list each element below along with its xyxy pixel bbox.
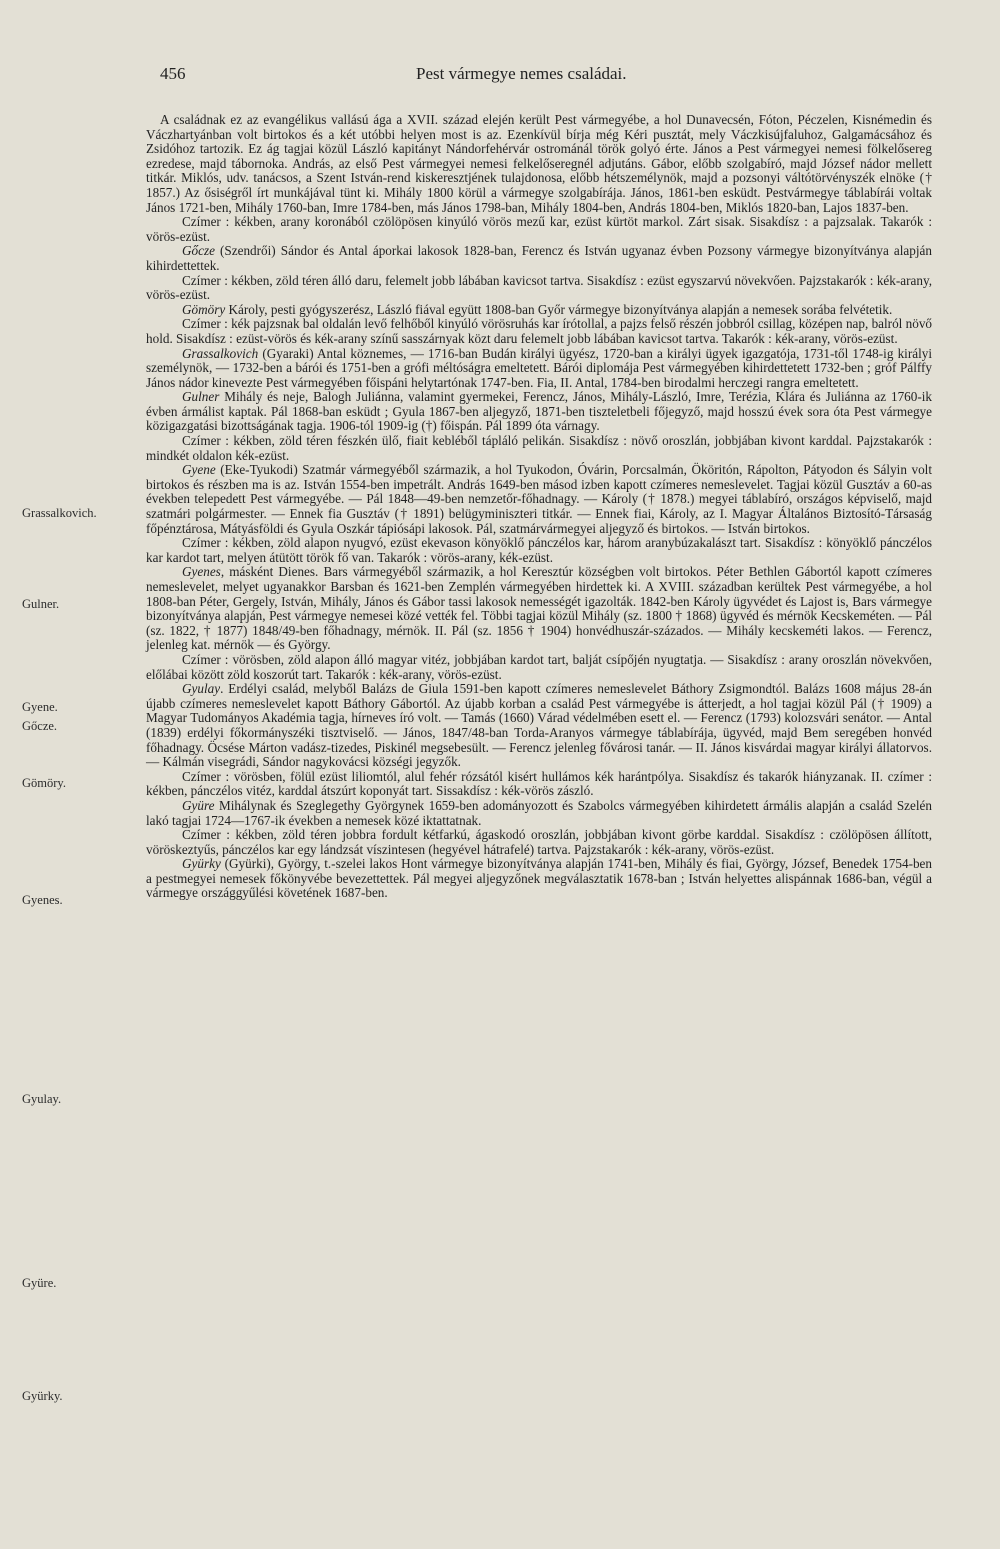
entry-name: Gyulay xyxy=(182,681,221,697)
margin-name: Gyene. xyxy=(22,700,58,714)
paragraph xyxy=(146,799,932,828)
paragraph xyxy=(146,215,932,244)
entry-text: Czímer : kékben, arany koronából czölöpösen kinyúló vörös mezű kar, ezüst kürtöt markol. Zárt sisak. Sisakdísz : a pajzsalak. Takarók : vörös-ezüst. xyxy=(146,214,932,244)
entry-text: Czímer : kékben, zöld téren jobbra fordult kétfarkú, ágaskodó oroszlán, jobbjában kivont görbe karddal. Sisakdísz : czölöpösen állított, vöröskeztyűs, pánczélos kar egy lándzsát víszintesen (hegyével hátrafelé) tartva. Pajzstakarók : kék-arany, vörös-ezüst. xyxy=(146,827,932,857)
paragraph xyxy=(146,463,932,536)
margin-name: Grassalkovich. xyxy=(22,506,97,520)
entry-text: Mihálynak és Szeglegethy Györgynek 1659-ben adományozott és Szabolcs vármegyében kihirdetett ármális alapján a család Szelén lakó tagjai 1724—1767-ik években a nemesek közé iktattatnak. xyxy=(146,797,932,828)
entry-text: Czímer : kékben, zöld alapon nyugvó, ezüst ekevason könyöklő pánczélos kar, három aranybúzakalászt tart. Sisakdísz : könyöklő pánczélos kar kardot tart, melyen átütött török fő van. Takarók : vörös-arany, kék-ezüst. xyxy=(146,535,932,565)
entry-text: (Gyaraki) Antal köznemes, — 1716-ban Budán királyi ügyész, 1720-ban a királyi ügyek igazgatója, 1731-től 1748-ig királyi személynök, — 1732-ben a bárói és 1751-ben a grófi méltóságra emeltetett. Bárói diplomája Pest vármegyében kihirdettetett 1732-ben ; gróf Pálffy János nádor kinevezte Pest vármegyében főispáni helytartónak 1747-ben. Fia, II. Antal, 1784-ben birodalmi herczegi rangra emeltetett. xyxy=(146,345,932,390)
entry-text: Károly, pesti gyógyszerész, László fiával együtt 1808-ban Győr vármegye bizonyítványa alapján a nemesek sorába felvétetik. xyxy=(228,301,893,317)
body-text xyxy=(146,113,932,901)
paragraph xyxy=(146,317,932,346)
entry-text: , másként Dienes. Bars vármegyéből származik, a hol Keresztúr községben volt birtokos. Péter Bethlen Gábortól kapott czímeres nemeslevelet, melyet ugyanakkor Barsban és 1621-ben Zemplén vármegyében hirdettek ki. A XVIII. században kerültek Pest vármegyébe, a hol 1808-ban Péter, Gergely, István, Mihály, János és Gábor tassi lakosok nemességét igazolták. 1842-ben Károly ügyvédet és Lajost is, Bars vármegye bizonyítványa alapján, Pest vármegye nemesei közé vették fel. Többi tagjai közül Mihály (sz. 1800 † 1868) ügyvéd és mérnök Kecskeméten. — Pál (sz. 1822, † 1877) 1848/49-ben főhadnagy, mérnök. II. Pál (sz. 1856 † 1904) honvédhuszár-százados. — Mihály kecskeméti lakos. — Ferencz, jelenleg kat. mérnök — és György. xyxy=(146,564,932,653)
margin-name: Gyürky. xyxy=(22,1389,63,1403)
page-title: Pest vármegye nemes családai. xyxy=(416,64,627,83)
paragraph xyxy=(146,303,932,318)
paragraph xyxy=(146,244,932,273)
paragraph xyxy=(146,682,932,770)
entry-text: Mihály és neje, Balogh Juliánna, valamint gyermekei, Ferencz, János, Mihály-László, Imre, Terézia, Klára és Juliánna az 1760-ik évben ármálist kaptak. Pál 1868-ban esküdt ; Gyula 1867-ben aljegyző, 1871-ben tiszteletbeli főjegyző, majd hosszú évek sora óta Pest vármegye közigazgatási bizottságának tagja. 1906-tól 1909-ig (†) főispán. Pál 1899 óta várnagy. xyxy=(146,389,933,434)
paragraph xyxy=(146,857,932,901)
entry-name: Gyenes xyxy=(182,564,221,580)
entry-text: (Szendrői) Sándor és Antal áporkai lakosok 1828-ban, Ferencz és István ugyanaz évben Pozsony vármegye bizonyítványa alapján kihirdettettek. xyxy=(146,243,932,273)
margin-name: Gömöry. xyxy=(22,776,66,790)
margin-name: Gulner. xyxy=(22,597,60,611)
margin-name: Gyüre. xyxy=(22,1276,57,1290)
entry-name: Gőcze xyxy=(182,243,215,259)
entry-text: Czímer : kék pajzsnak bal oldalán levő felhőből kinyúló vörösruhás kar írótollal, a pajzs felső részén jobbról csillag, középen nap, balról növő hold. Sisakdísz : ezüst-vörös és kék-arany színű sasszárnyak közt daru felemelt jobb lábában kavicsot tartva. Takarók : kék-arany, vörös-ezüst. xyxy=(146,316,933,346)
entry-text: Czímer : kékben, zöld téren fészkén ülő, fiait kebléből tápláló pelikán. Sisakdísz : növő oroszlán, jobbjában kivont karddal. Pajzstakarók : mindkét oldalon kék-ezüst. xyxy=(146,433,932,463)
entry-text: . Erdélyi család, melyből Balázs de Giula 1591-ben kapott czímeres nemeslevelet Báthory Zsigmondtól. Balázs 1608 május 28-án újabb czímeres nemeslevelet kapott Báthory Gábortól. Az újabb korban a család Pest vármegyébe is átterjedt, a hol tagjai közül Pál († 1909) a Magyar Tudományos Akadémia tagja, hírneves író volt. — Tamás (1660) Várad védelmében esett el. — Ferencz (1793) kolozsvári senátor. — Antal (1839) erdélyi főkormányszéki tisztviselő. — János, 1847/48-ban Torda-Aranyos vármegye táblabírája, ügyvéd, majd Bem seregében honvéd főhadnagy. Öcsése Márton vadász-tizedes, Piskinél megsebesült. — Ferencz jelenleg fővárosi tanár. — II. János kisvárdai magyar királyi állatorvos. — Kálmán visegrádi, Sándor nagykovácsi községi jegyzők. xyxy=(146,681,932,770)
paragraph xyxy=(146,113,932,215)
entry-text: Czímer : vörösben, fölül ezüst liliomtól, alul fehér rózsától kisért hullámos kék harántpólya. Sisakdísz és takarók hiányzanak. II. czímer : kékben, pánczélos vitéz, karddal átszúrt koponyát tart. Sissakdísz : kék-vörös zászló. xyxy=(146,768,932,799)
entry-name: Gulner xyxy=(182,389,220,405)
paragraph xyxy=(146,653,932,682)
paragraph xyxy=(146,828,932,857)
entry-name: Gömöry xyxy=(182,301,226,317)
page-number: 456 xyxy=(160,64,186,83)
paragraph xyxy=(146,565,932,653)
entry-text: Czímer : kékben, zöld téren álló daru, felemelt jobb lábában kavicsot tartva. Sisakdísz : ezüst egyszarvú növekvően. Pajzstakarók : kék-arany, vörös-ezüst. xyxy=(146,272,932,303)
margin-name: Gőcze. xyxy=(22,719,58,733)
margin-name: Gyenes. xyxy=(22,893,63,907)
paragraph xyxy=(146,347,932,391)
paragraph xyxy=(146,536,932,565)
paragraph xyxy=(146,390,932,434)
margin-name: Gyulay. xyxy=(22,1092,62,1106)
entry-text: A családnak ez az evangélikus vallású ága a XVII. század elején került Pest vármegyébe, a hol Dunavecsén, Fóton, Péczelen, Kisnémedin és Váczhartyánban volt birtokos és a két utóbbi helyen most is az. Ezenkívül bírja még Kéri pusztát, mely Váczkisújfaluhoz, Galgamácsához és Zsidóhoz tartozik. Ez ág tagjai közül László kapitányt Nándorfehérvár ostrománál török golyó érte. János a Pest vármegyei nemesi fölkelősereg ezredese, majd tábornoka. András, az első Pest vármegyei nemesi felkelőseregnél adjutáns. Gábor, előbb szolgabíró, majd József nádor mellett titkár. Miklós, udv. tanácsos, a Szent István-rend kiskeresztjének tulajdonosa, előbb hétszemélynök, majd a pozsonyi váltótörvényszék elnöke († 1857.) Az ősiségről írt munkájával tünt ki. Mihály 1800 körül a vármegye szolgabírája. János, 1861-ben esküdt. Pestvármegye táblabírái voltak János 1721-ben, Mihály 1760-ban, Imre 1784-ben, más János 1798-ban, Mihály 1804-ben, András 1804-ben, Miklós 1820-ban, Lajos 1837-ben. xyxy=(146,112,932,215)
entry-name: Gyene xyxy=(182,462,216,478)
paragraph xyxy=(146,274,932,303)
entry-text: (Eke-Tyukodi) Szatmár vármegyéből származik, a hol Tyukodon, Óvárin, Porcsalmán, Ököritón, Rápolton, Pátyodon és Sályin volt birtokos és részben ma is az. István 1554-ben impetrált. András 1649-ben másod izben kapott czímeres nemeslevelet. Tagjai közül Gusztáv a 60-as években telepedett Pest vármegyébe. — Pál 1848—49-ben nemzetőr-főhadnagy. — Károly († 1878.) megyei táblabíró, országos képviselő, majd szatmári polgármester. — Ennek fia Gusztáv († 1891) belügyminiszteri titkár. — Ennek fiai, Károly, az I. Magyar Általános Biztosító-Társaság főpénztárosa, Mátyásföldi és Gyula Oszkár tápiósápi lakosok. Pál, szatmárvármegyei aljegyző és birtokos. — István birtokos. xyxy=(146,462,933,536)
entry-name: Grassalkovich xyxy=(182,345,259,361)
paragraph xyxy=(146,434,932,463)
entry-text: Czímer : vörösben, zöld alapon álló magyar vitéz, jobbjában kardot tart, balját csípőjén nyugtatja. — Sisakdísz : arany oroszlán növekvően, előlábai között zöld koszorút tart. Takarók : kék-arany, vörös-ezüst. xyxy=(146,651,932,682)
entry-text: (Gyürki), György, t.-szelei lakos Hont vármegye bizonyítványa alapján 1741-ben, Mihály és fiai, György, József, Benedek 1754-ben a pestmegyei nemesek főkönyvébe bevezettettek. Pál megyei aljegyzőnek megválasztatik 1678-ban ; István helyettes alispánnak 1686-ban, végül a vármegye országgyűlési követének 1687-ben. xyxy=(146,856,933,901)
paragraph xyxy=(146,770,932,799)
entry-name: Gyürky xyxy=(182,856,221,872)
entry-name: Gyüre xyxy=(182,797,215,813)
